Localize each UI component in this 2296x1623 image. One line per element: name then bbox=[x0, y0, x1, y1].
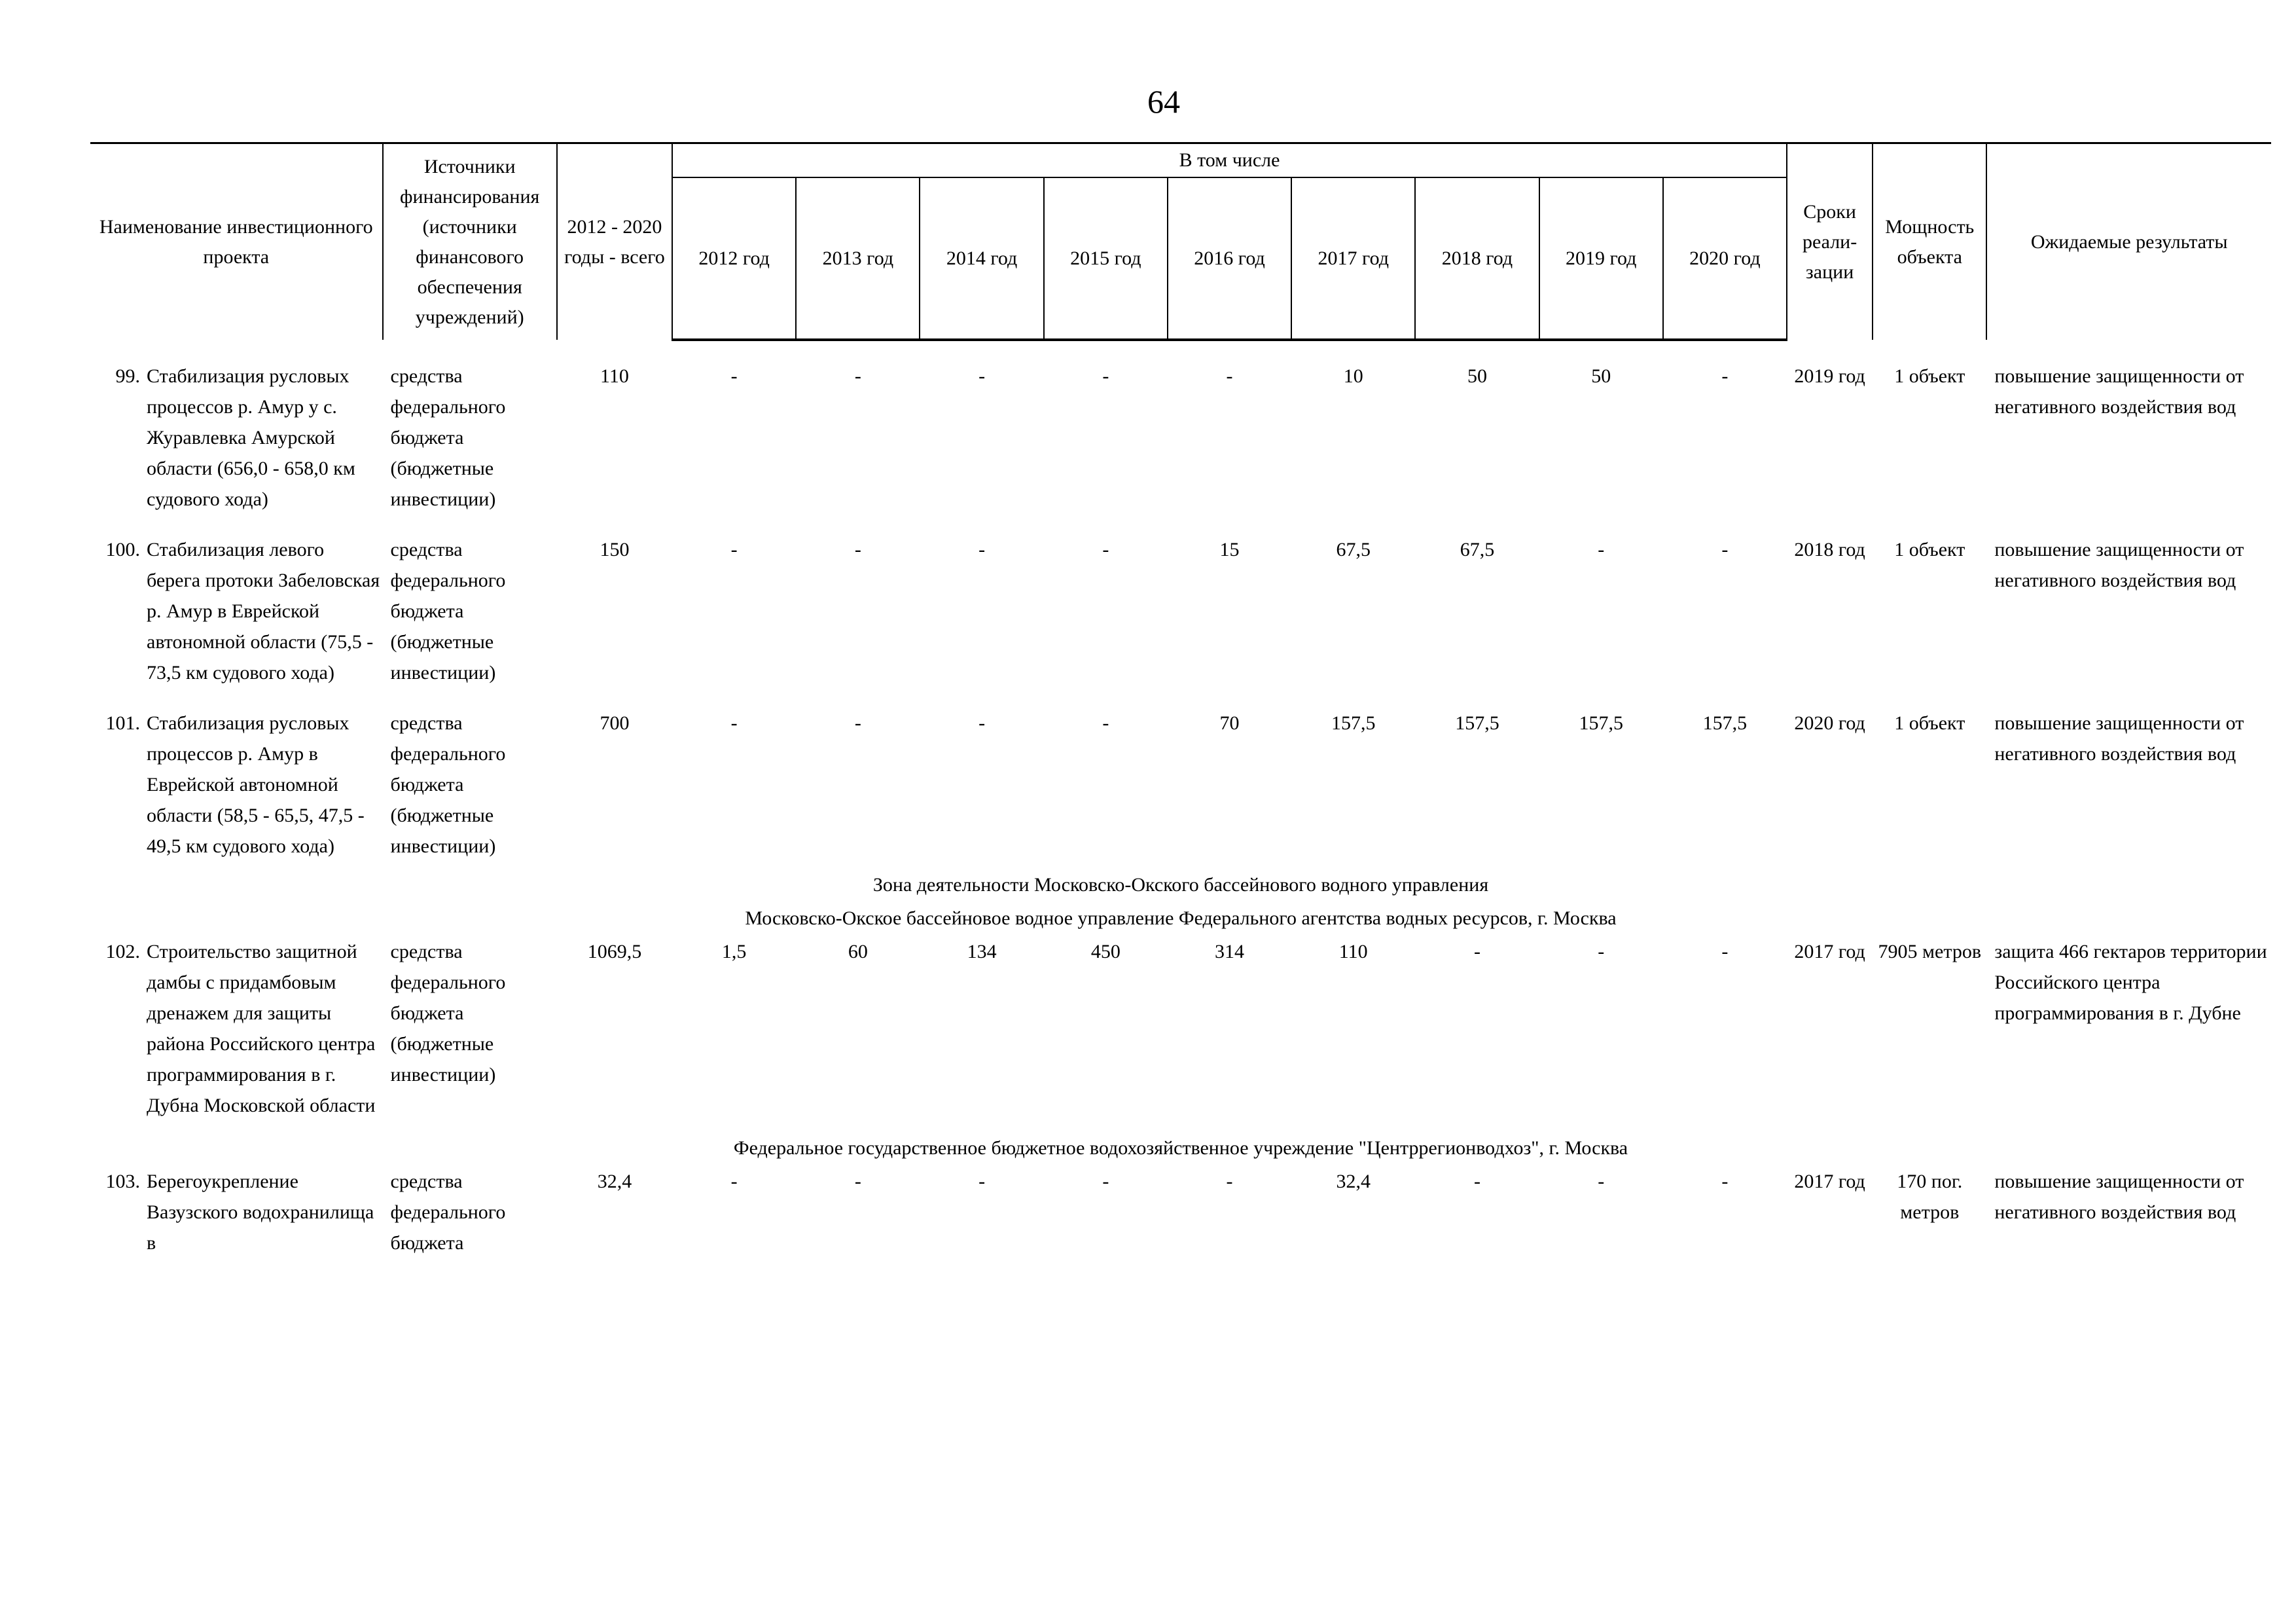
row-index: 100. bbox=[105, 539, 140, 560]
header-year: 2012 год bbox=[672, 177, 796, 340]
page-number: 64 bbox=[1147, 83, 1180, 120]
year-value: - bbox=[730, 712, 738, 734]
header-year: 2018 год bbox=[1415, 177, 1539, 340]
year-value: 67,5 bbox=[1336, 539, 1371, 560]
year-value: 110 bbox=[1338, 941, 1368, 962]
term-value: 2017 год bbox=[1794, 941, 1865, 962]
year-value: 157,5 bbox=[1702, 712, 1748, 734]
investment-projects-table bbox=[90, 142, 2271, 1258]
year-value: - bbox=[978, 712, 986, 734]
section-title-agency: Московско-Окское бассейновое водное управление Федерального агентства водных ресурсов, г. Москва bbox=[745, 907, 1617, 929]
year-value: 60 bbox=[848, 941, 868, 962]
expected-result: повышение защищенности от негативного воздействия вод bbox=[1994, 365, 2244, 418]
year-value: 10 bbox=[1343, 365, 1363, 387]
table-row bbox=[90, 1166, 2271, 1258]
header-including: В том числе bbox=[672, 143, 1787, 178]
header-capacity: Мощность объекта bbox=[1873, 143, 1986, 340]
year-value: - bbox=[978, 539, 986, 560]
project-name: Стабилизация русловых процессов р. Амур у с. Журавлевка Амурской области (656,0 - 658,0 км судового хода) bbox=[147, 365, 355, 510]
table-row bbox=[90, 708, 2271, 862]
table-row bbox=[90, 361, 2271, 515]
year-value: - bbox=[1226, 1171, 1233, 1192]
year-value: - bbox=[730, 365, 738, 387]
expected-result: защита 466 гектаров территории Российского центра программирования в г. Дубне bbox=[1994, 941, 2267, 1024]
row-index: 101. bbox=[105, 712, 140, 734]
year-value: - bbox=[1473, 941, 1480, 962]
header-year: 2019 год bbox=[1539, 177, 1663, 340]
year-value: - bbox=[1102, 539, 1109, 560]
expected-result: повышение защищенности от негативного воздействия вод bbox=[1994, 539, 2244, 591]
total-value: 1069,5 bbox=[587, 941, 642, 962]
total-value: 32,4 bbox=[597, 1171, 632, 1192]
year-value: - bbox=[1473, 1171, 1480, 1192]
header-year: 2016 год bbox=[1168, 177, 1291, 340]
year-value: 50 bbox=[1467, 365, 1487, 387]
capacity-value: 1 объект bbox=[1894, 539, 1965, 560]
header-sources: Источники финансирования (источники финансового обеспечения учреждений) bbox=[383, 143, 557, 340]
header-year: 2014 год bbox=[920, 177, 1043, 340]
header-year: 2017 год bbox=[1291, 177, 1415, 340]
header-results: Ожидаемые результаты bbox=[1986, 143, 2271, 340]
header-year: 2013 год bbox=[796, 177, 920, 340]
term-value: 2019 год bbox=[1794, 365, 1865, 387]
section-row bbox=[90, 862, 2271, 903]
funding-source: средства федерального бюджета (бюджетные инвестиции) bbox=[390, 712, 506, 857]
year-value: - bbox=[730, 1171, 738, 1192]
capacity-value: 1 объект bbox=[1894, 365, 1965, 387]
section-row bbox=[90, 903, 2271, 936]
year-value: 32,4 bbox=[1336, 1171, 1371, 1192]
year-value: - bbox=[730, 539, 738, 560]
year-value: 15 bbox=[1219, 539, 1240, 560]
term-value: 2020 год bbox=[1794, 712, 1865, 734]
header-total: 2012 - 2020 годы - всего bbox=[557, 143, 672, 340]
section-row bbox=[90, 1121, 2271, 1166]
table-row bbox=[90, 534, 2271, 688]
year-value: - bbox=[854, 712, 861, 734]
year-value: - bbox=[854, 1171, 861, 1192]
year-value: - bbox=[1721, 941, 1729, 962]
funding-source: средства федерального бюджета bbox=[390, 1171, 506, 1254]
expected-result: повышение защищенности от негативного воздействия вод bbox=[1994, 1171, 2244, 1223]
year-value: 1,5 bbox=[721, 941, 747, 962]
expected-result: повышение защищенности от негативного воздействия вод bbox=[1994, 712, 2244, 765]
year-value: - bbox=[1102, 1171, 1109, 1192]
capacity-value: 7905 метров bbox=[1878, 941, 1981, 962]
header-term: Сроки реали-зации bbox=[1787, 143, 1873, 340]
table-row bbox=[90, 936, 2271, 1121]
project-name: Берегоукрепление Вазузского водохранилища в bbox=[147, 1171, 374, 1254]
year-value: - bbox=[1721, 1171, 1729, 1192]
year-value: - bbox=[1102, 712, 1109, 734]
total-value: 700 bbox=[600, 712, 630, 734]
year-value: - bbox=[1598, 1171, 1605, 1192]
year-value: - bbox=[854, 365, 861, 387]
year-value: - bbox=[1598, 941, 1605, 962]
header-year: 2020 год bbox=[1663, 177, 1787, 340]
year-value: - bbox=[1226, 365, 1233, 387]
project-name: Стабилизация русловых процессов р. Амур в Еврейской автономной области (58,5 - 65,5, 47,5 - 49,5 км судового хода) bbox=[147, 712, 365, 857]
funding-source: средства федерального бюджета (бюджетные инвестиции) bbox=[390, 941, 506, 1085]
term-value: 2017 год bbox=[1794, 1171, 1865, 1192]
year-value: 157,5 bbox=[1331, 712, 1376, 734]
term-value: 2018 год bbox=[1794, 539, 1865, 560]
year-value: 67,5 bbox=[1460, 539, 1495, 560]
year-value: 157,5 bbox=[1579, 712, 1623, 734]
section-title-institution: Федеральное государственное бюджетное водохозяйственное учреждение "Центррегионводхоз", г. Москва bbox=[733, 1137, 1628, 1159]
year-value: - bbox=[1721, 365, 1729, 387]
year-value: 50 bbox=[1591, 365, 1611, 387]
header-year: 2015 год bbox=[1044, 177, 1168, 340]
total-value: 110 bbox=[600, 365, 629, 387]
funding-source: средства федерального бюджета (бюджетные инвестиции) bbox=[390, 539, 506, 684]
year-value: - bbox=[1102, 365, 1109, 387]
year-value: 134 bbox=[967, 941, 997, 962]
year-value: - bbox=[1598, 539, 1605, 560]
funding-source: средства федерального бюджета (бюджетные инвестиции) bbox=[390, 365, 506, 510]
total-value: 150 bbox=[600, 539, 630, 560]
row-index: 103. bbox=[105, 1171, 140, 1192]
header-name: Наименование инвестиционного проекта bbox=[90, 143, 383, 340]
year-value: - bbox=[978, 365, 986, 387]
project-name: Строительство защитной дамбы с придамбовым дренажем для защиты района Российского центра программирования в г. Дубна Московской области bbox=[147, 941, 376, 1116]
row-index: 102. bbox=[105, 941, 140, 962]
year-value: 314 bbox=[1215, 941, 1245, 962]
year-value: - bbox=[1721, 539, 1729, 560]
section-title-zone: Зона деятельности Московско-Окского бассейнового водного управления bbox=[872, 874, 1489, 896]
capacity-value: 1 объект bbox=[1894, 712, 1965, 734]
project-name: Стабилизация левого берега протоки Забеловская р. Амур в Еврейской автономной области (75,5 - 73,5 км судового хода) bbox=[147, 539, 380, 684]
year-value: 70 bbox=[1219, 712, 1240, 734]
year-value: - bbox=[854, 539, 861, 560]
year-value: - bbox=[978, 1171, 986, 1192]
capacity-value: 170 пог. метров bbox=[1897, 1171, 1963, 1223]
row-index: 99. bbox=[115, 365, 140, 387]
year-value: 450 bbox=[1090, 941, 1121, 962]
table-header bbox=[90, 143, 2271, 340]
year-value: 157,5 bbox=[1455, 712, 1499, 734]
